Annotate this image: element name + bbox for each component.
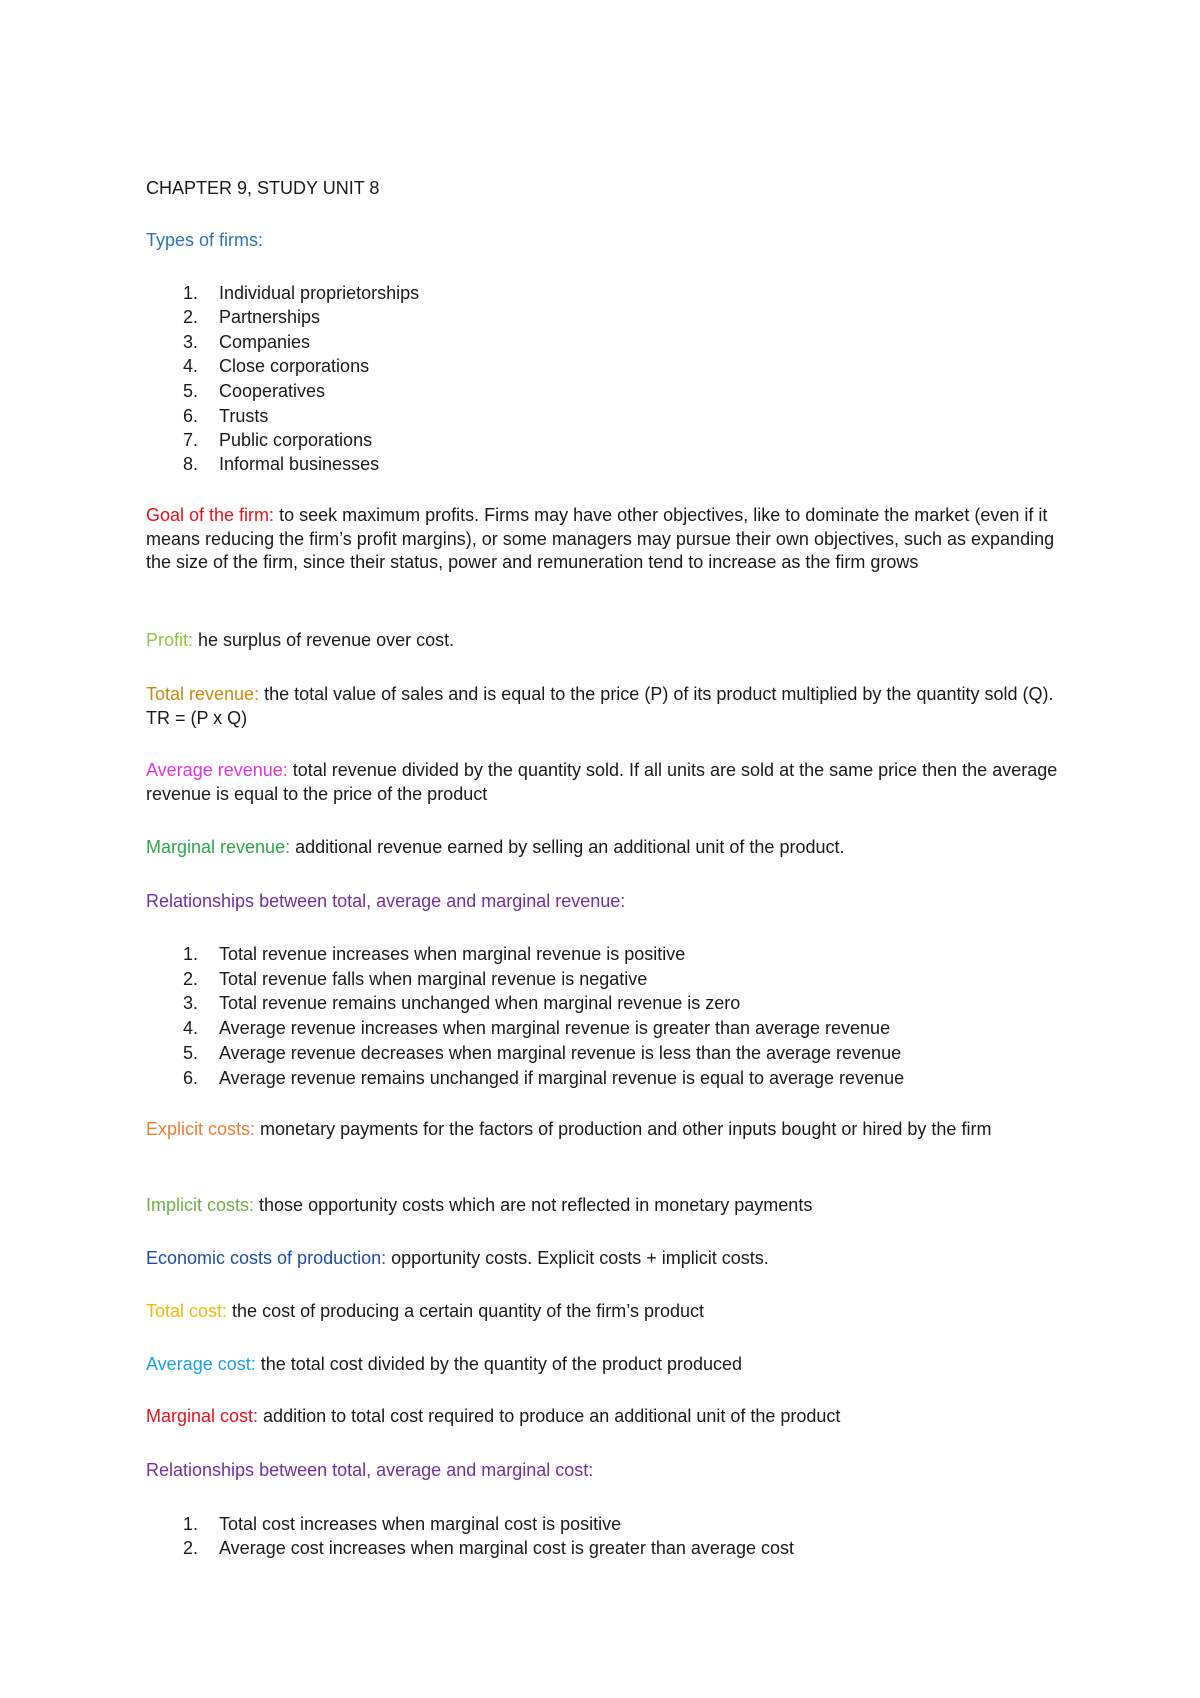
- list-item: 2. Average cost increases when marginal cost is greater than average cost: [183, 1538, 794, 1558]
- profit-term: Profit:: [146, 630, 194, 650]
- total-revenue-term: Total revenue:: [146, 684, 260, 704]
- total-revenue-paragraph: [146, 683, 1076, 730]
- economic-costs-definition: opportunity costs. Explicit costs + implicit costs.: [386, 1248, 769, 1268]
- total-revenue-definition: the total value of sales and is equal to the price (P) of its product multiplied by the quantity sold (Q). TR = (P x Q): [146, 684, 1054, 728]
- list-item: 3. Companies: [183, 332, 311, 352]
- list-item: 6. Average revenue remains unchanged if marginal revenue is equal to average revenue: [183, 1068, 905, 1088]
- total-cost-definition: the cost of producing a certain quantity of the firm’s product: [227, 1301, 704, 1321]
- list-item: 2. Partnerships: [183, 307, 321, 327]
- list-item: 5. Average revenue decreases when marginal revenue is less than the average revenue: [183, 1043, 902, 1063]
- marginal-cost-definition: addition to total cost required to produce an additional unit of the product: [258, 1406, 841, 1426]
- list-item: 1. Individual proprietorships: [183, 283, 420, 303]
- average-cost-term: Average cost:: [146, 1354, 256, 1374]
- goal-term: Goal of the firm:: [146, 505, 275, 525]
- list-item: 7. Public corporations: [183, 430, 373, 450]
- chapter-title: CHAPTER 9, STUDY UNIT 8: [146, 178, 380, 198]
- list-item: 5. Cooperatives: [183, 381, 326, 401]
- goal-paragraph: [146, 504, 1076, 575]
- average-revenue-paragraph: [146, 759, 1076, 806]
- list-item: 3. Total revenue remains unchanged when marginal revenue is zero: [183, 993, 741, 1013]
- goal-definition: to seek maximum profits. Firms may have other objectives, like to dominate the market (even if it means reducing the firm’s profit margins), or some managers may pursue their own objectives, such as expanding the size of the firm, since their status, power and remuneration tend to increase as the firm grows: [146, 505, 1055, 572]
- marginal-revenue-definition: additional revenue earned by selling an additional unit of the product.: [290, 837, 845, 857]
- list-item: 1. Total cost increases when marginal cost is positive: [183, 1514, 622, 1534]
- list-item: 4. Close corporations: [183, 356, 370, 376]
- implicit-costs-definition: those opportunity costs which are not reflected in monetary payments: [254, 1195, 813, 1215]
- economic-costs-paragraph: [146, 1247, 1076, 1271]
- list-item: 6. Trusts: [183, 406, 269, 426]
- average-cost-paragraph: [146, 1353, 1076, 1377]
- economic-costs-term: Economic costs of production:: [146, 1248, 387, 1268]
- types-heading: Types of firms:: [146, 230, 264, 250]
- total-cost-paragraph: [146, 1300, 1076, 1324]
- average-revenue-term: Average revenue:: [146, 760, 288, 780]
- list-item: 4. Average revenue increases when marginal revenue is greater than average revenue: [183, 1018, 891, 1038]
- implicit-costs-paragraph: [146, 1194, 1076, 1218]
- list-item: 2. Total revenue falls when marginal revenue is negative: [183, 969, 648, 989]
- profit-paragraph: [146, 629, 1076, 653]
- list-item: 8. Informal businesses: [183, 454, 380, 474]
- explicit-costs-paragraph: [146, 1118, 1076, 1142]
- marginal-cost-paragraph: [146, 1405, 1076, 1429]
- implicit-costs-term: Implicit costs:: [146, 1195, 255, 1215]
- profit-definition: he surplus of revenue over cost.: [193, 630, 455, 650]
- average-cost-definition: the total cost divided by the quantity of the product produced: [255, 1354, 743, 1374]
- list-item: 1. Total revenue increases when marginal revenue is positive: [183, 944, 686, 964]
- revenue-relationships-heading: Relationships between total, average and marginal revenue:: [146, 891, 626, 911]
- marginal-cost-term: Marginal cost:: [146, 1406, 259, 1426]
- explicit-costs-definition: monetary payments for the factors of production and other inputs bought or hired by the firm: [255, 1119, 992, 1139]
- average-revenue-definition: total revenue divided by the quantity sold. If all units are sold at the same price then the average revenue is equal to the price of the product: [146, 760, 1058, 804]
- marginal-revenue-term: Marginal revenue:: [146, 837, 291, 857]
- explicit-costs-term: Explicit costs:: [146, 1119, 256, 1139]
- total-cost-term: Total cost:: [146, 1301, 228, 1321]
- marginal-revenue-paragraph: [146, 836, 1076, 860]
- cost-relationships-heading: Relationships between total, average and marginal cost:: [146, 1460, 594, 1480]
